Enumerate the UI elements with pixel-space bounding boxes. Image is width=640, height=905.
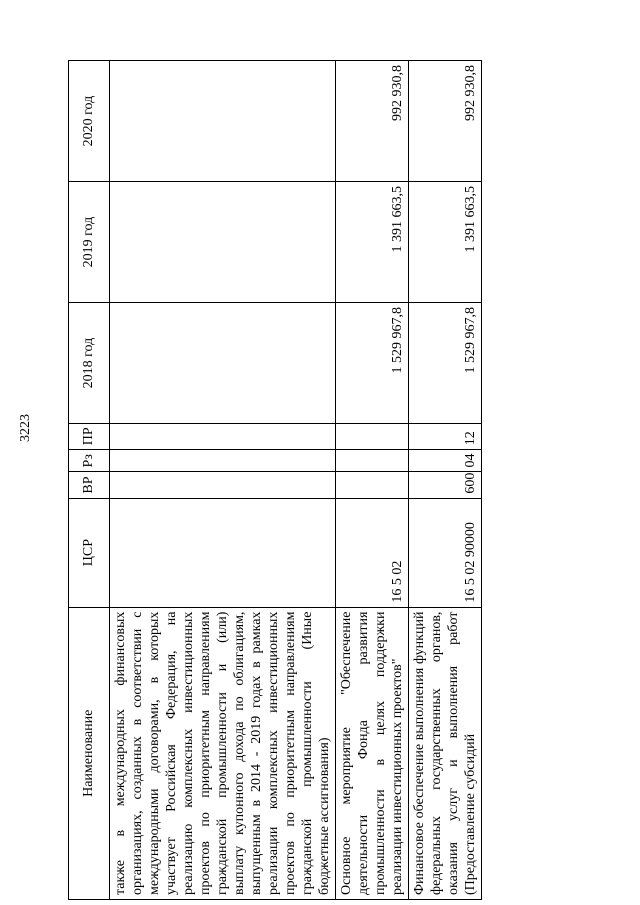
row-csr <box>110 498 336 607</box>
row-pr <box>110 424 336 450</box>
table-header-row <box>69 61 110 900</box>
row-2018: 1 529 967,8 <box>409 303 482 424</box>
row-vr: 600 <box>409 472 482 498</box>
row-2018 <box>110 303 336 424</box>
header-rz: Рз <box>69 450 110 472</box>
row-2020 <box>110 61 336 182</box>
budget-table <box>68 60 482 900</box>
row-csr: 16 5 02 <box>336 498 409 607</box>
row-vr <box>110 472 336 498</box>
row-2018: 1 529 967,8 <box>336 303 409 424</box>
row-vr <box>336 472 409 498</box>
header-2019: 2019 год <box>69 182 110 303</box>
row-rz: 04 <box>409 450 482 472</box>
row-2020: 992 930,8 <box>336 61 409 182</box>
row-pr <box>336 424 409 450</box>
row-2019 <box>110 182 336 303</box>
header-name: Наименование <box>69 607 110 899</box>
row-csr: 16 5 02 90000 <box>409 498 482 607</box>
header-2018: 2018 год <box>69 303 110 424</box>
header-pr: ПР <box>69 424 110 450</box>
row-rz <box>336 450 409 472</box>
row-2020: 992 930,8 <box>409 61 482 182</box>
row-name: Основное мероприятие "Обеспечение деятельности Фонда развития промышленности в целях поддержки реализации инвестиционных проектов" <box>336 607 409 899</box>
row-name: Финансовое обеспечение выполнения функций федеральных государственных органов, оказания услуг и выполнения работ (Предоставление субсидий <box>409 607 482 899</box>
header-2020: 2020 год <box>69 61 110 182</box>
table-row <box>336 61 409 900</box>
row-2019: 1 391 663,5 <box>336 182 409 303</box>
page-number: 3223 <box>18 414 33 442</box>
row-2019: 1 391 663,5 <box>409 182 482 303</box>
budget-table-rotated <box>68 60 608 900</box>
row-rz <box>110 450 336 472</box>
header-csr: ЦСР <box>69 498 110 607</box>
table-row <box>409 61 482 900</box>
header-vr: ВР <box>69 472 110 498</box>
table-row <box>110 61 336 900</box>
row-pr: 12 <box>409 424 482 450</box>
row-name: также в международных финансовых организациях, созданных в соответствии с международными договорами, в которых участвует Российская Федерация, на реализацию комплексных инвестиционных проектов по приоритетным направлениям гражданской промышленности и (или) выплату купонного дохода по облигациям, выпущенным в 2014 - 2019 годах в рамках реализации комплексных инвестиционных проектов по приоритетным направлениям гражданской промышленности (Иные бюджетные ассигнования) <box>110 607 336 899</box>
